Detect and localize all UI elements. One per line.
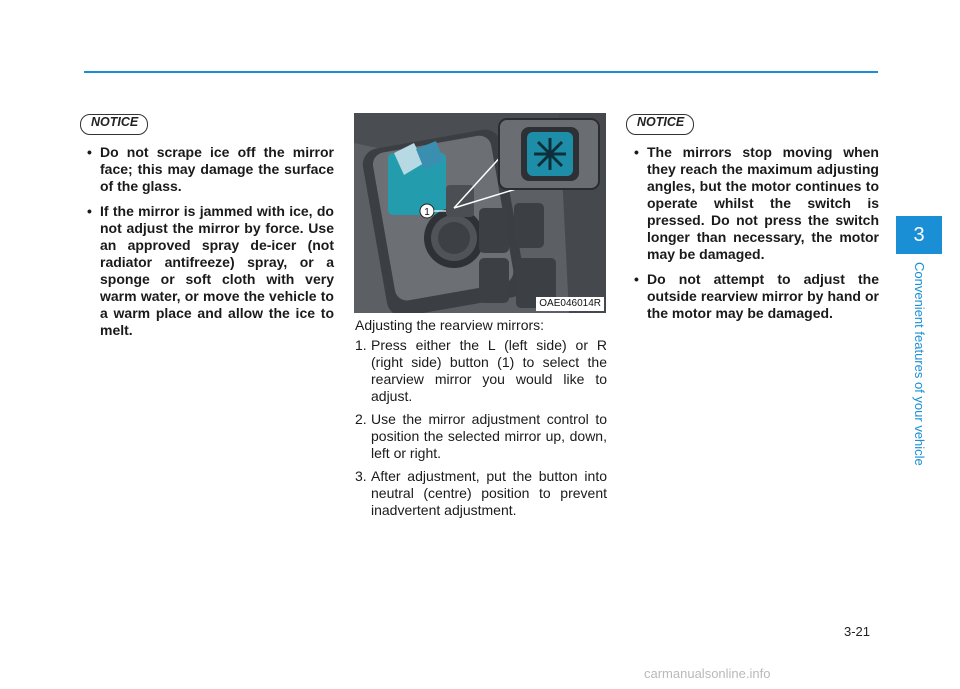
chapter-number-tab: 3: [896, 216, 942, 254]
steps-list: [355, 337, 607, 525]
step-text: After adjustment, put the button into neutral (centre) position to prevent inadvertent adjustment.: [371, 468, 607, 518]
notice-text: Do not attempt to adjust the outside rearview mirror by hand or the motor may be damaged.: [647, 271, 879, 321]
step-text: Press either the L (left side) or R (right side) button (1) to select the rearview mirror you would like to adjust.: [371, 337, 607, 404]
mirror-switch-illustration: [354, 113, 606, 313]
notice-text: Do not scrape ice off the mirror face; this may damage the surface of the glass.: [100, 144, 334, 194]
list-item: [355, 468, 607, 519]
list-item: • If the mirror is jammed with ice, do not adjust the mirror by force. Use an approved spray de-icer (not radiator antifreeze) spray, or a sponge or soft cloth with very warm water, or move the vehicle to a warm place and allow the ice to melt.: [87, 203, 334, 338]
step-number: 3.: [355, 468, 367, 484]
step-text: Use the mirror adjustment control to position the selected mirror up, down, left or right.: [371, 411, 607, 461]
steps-title: Adjusting the rearview mirrors:: [355, 317, 545, 333]
list-item: • Do not attempt to adjust the outside rearview mirror by hand or the motor may be damaged.: [634, 271, 879, 321]
notice-text: If the mirror is jammed with ice, do not adjust the mirror by force. Use an approved spray de-icer (not radiator antifreeze) spray, or a sponge or soft cloth with very warm water, or move the vehicle to a warm place and allow the ice to melt.: [100, 203, 334, 338]
notice-badge-left: NOTICE: [80, 114, 148, 135]
notice-list-right: [624, 144, 879, 330]
chapter-title-text: Convenient features of your vehicle: [912, 262, 927, 466]
list-item: [355, 411, 607, 462]
list-item: [355, 337, 607, 405]
header-rule: [84, 71, 878, 73]
step-number: 2.: [355, 411, 367, 427]
list-item: • Do not scrape ice off the mirror face; this may damage the surface of the glass.: [87, 144, 334, 194]
watermark: carmanualsonline.info: [644, 666, 771, 681]
notice-badge-right: NOTICE: [626, 114, 694, 135]
notice-text: The mirrors stop moving when they reach the maximum adjusting angles, but the motor continues to operate whilst the switch is pressed. Do not press the switch longer than necessary, the motor may be damaged.: [647, 144, 879, 262]
figure-code: OAE046014R: [536, 297, 604, 311]
callout-number: 1: [424, 207, 430, 218]
chapter-title-vertical: [912, 262, 926, 492]
notice-list-left: [77, 144, 334, 347]
list-item: • The mirrors stop moving when they reach the maximum adjusting angles, but the motor continues to operate whilst the switch is pressed. Do not press the switch longer than necessary, the motor may be damaged.: [634, 144, 879, 262]
page-number: 3-21: [844, 624, 871, 639]
step-number: 1.: [355, 337, 367, 353]
mirror-switch-photo: [354, 113, 606, 313]
